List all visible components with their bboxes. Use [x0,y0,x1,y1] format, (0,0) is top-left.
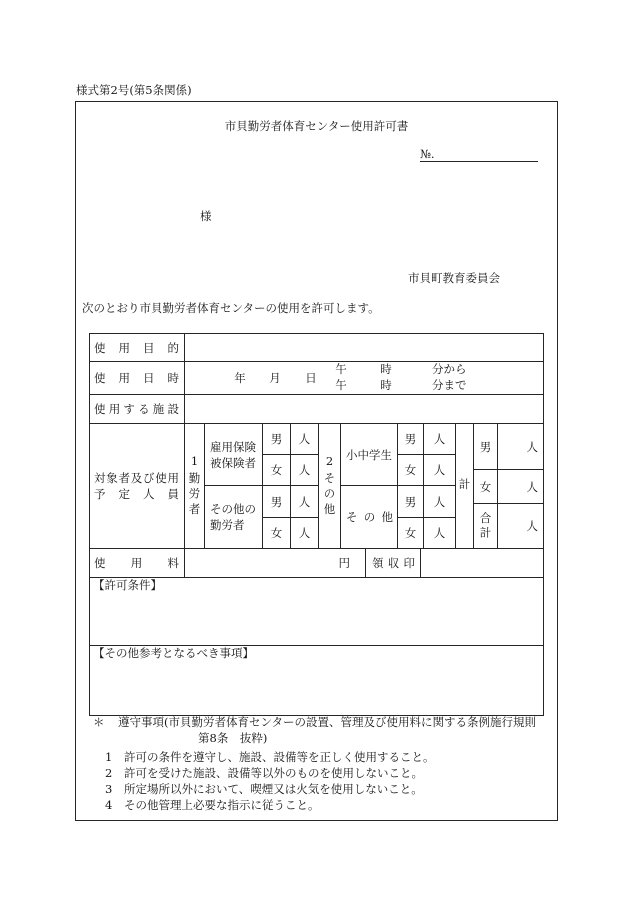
purpose-value-cell [184,333,544,362]
permit-number-field [420,147,538,162]
other-people-male-count-cell [423,485,456,518]
remarks-cell [89,645,544,716]
grand-total-label-cell [473,503,498,549]
students-female-count-cell [423,454,456,486]
attendees-label-line2: 予 定 人 員 [94,487,179,501]
person-unit: 人 [526,519,538,533]
total-female-label-cell [473,469,498,504]
facility-label: 使用する施設 [94,402,179,416]
other-people-female-count-cell [423,517,456,549]
start-minute-label: 分から [432,362,467,376]
grand-total-label: 合計 [478,511,493,541]
male-label: 男 [270,432,283,446]
other-workers-line2: 勤労者 [210,518,245,532]
note-item-text: 所定場所以外において、喫煙又は火気を使用しないこと。 [124,782,423,796]
note-item-text: 許可の条件を遵守し、施設、設備等を正しく使用すること。 [124,750,435,764]
insured-line2: 被保険者 [210,455,256,470]
other-workers-male-label-cell [262,485,291,518]
workers-group-label: 1勤労者 [187,453,202,519]
other-workers-line1: その他の [210,502,256,516]
date-year-label: 年 [234,371,246,385]
insured-workers-cell [204,423,263,486]
insured-male-count-cell [290,423,319,455]
person-unit: 人 [433,494,446,509]
facility-value-cell [184,394,544,424]
students-cell [340,423,398,486]
students-female-label-cell [397,454,424,486]
facility-label-cell [89,394,185,424]
issuer-name: 市貝町教育委員会 [408,271,500,285]
other-people-cell [340,485,398,549]
other-people-female-label-cell [397,517,424,549]
insured-male-label-cell [262,423,291,455]
note-item-number: 1 [105,750,113,764]
conditions-cell [89,577,544,646]
insured-line1: 雇用保険 [210,439,256,454]
students-male-count-cell [423,423,456,455]
person-unit: 人 [526,439,538,454]
person-unit: 人 [298,432,311,446]
total-group-cell [455,423,474,549]
date-month-label: 月 [269,371,281,385]
datetime-label-cell [89,361,185,395]
receipt-stamp-label: 領 収 印 [372,556,415,570]
students-male-label-cell [397,423,424,455]
person-unit: 人 [298,526,311,540]
note-item-text: その他管理上必要な指示に従うこと。 [124,798,320,812]
students-label: 小中学生 [346,447,392,462]
insured-female-count-cell [290,454,319,486]
notes-heading-line1: 遵守事項(市貝勤労者体育センターの設置、管理及び使用料に関する条例施行規則 [118,715,537,729]
fee-label: 使 用 料 [94,556,179,570]
male-label: 男 [404,494,417,509]
person-unit: 人 [433,432,446,446]
end-hour-label: 時 [380,378,392,392]
female-label: 女 [479,479,492,494]
insured-female-label-cell [262,454,291,486]
note-item-number: 2 [105,766,113,780]
other-people-label: そ の 他 [346,510,393,524]
purpose-label: 使 用 目 的 [94,340,179,355]
total-group-label: 計 [457,478,472,494]
note-item-text: 許可を受けた施設、設備等以外のものを使用しないこと。 [124,766,423,780]
document-title: 市貝勤労者体育センター使用許可書 [224,119,409,133]
form-number: 様式第2号(第5条関係) [76,83,192,97]
receipt-stamp-label-cell [365,548,421,578]
start-period-label: 午 [335,362,347,376]
female-label: 女 [404,526,417,540]
workers-group-cell [184,423,205,549]
intro-text: 次のとおり市貝勤労者体育センターの使用を許可します。 [82,301,380,315]
male-label: 男 [404,432,417,446]
start-hour-label: 時 [380,362,392,376]
datetime-value-cell [184,361,544,395]
female-label: 女 [404,463,417,477]
end-period-label: 午 [335,378,347,392]
female-label: 女 [270,463,283,477]
fee-value-cell [184,548,366,578]
other-workers-female-count-cell [290,517,319,549]
fee-unit: 円 [338,556,350,570]
total-male-count-cell [497,423,544,470]
notes-heading-line2: 第8条 抜粋) [198,731,268,745]
male-label: 男 [479,439,492,454]
datetime-label: 使 用 日 時 [94,371,179,385]
receipt-stamp-cell [420,548,544,578]
date-day-label: 日 [305,371,317,385]
person-unit: 人 [433,463,446,477]
person-unit: 人 [298,494,311,509]
other-people-male-label-cell [397,485,424,518]
notes-marker: ＊ [93,715,105,729]
other-workers-cell [204,485,263,549]
attendees-label-line1: 対象者及び使用 [94,471,179,485]
total-female-count-cell [497,469,544,504]
grand-total-count-cell [497,503,544,549]
total-male-label-cell [473,423,498,470]
others-group-label: 2その他 [322,453,337,519]
end-minute-label: 分まで [432,378,467,392]
fee-label-cell [89,548,185,578]
person-unit: 人 [526,479,538,494]
others-group-cell [318,423,341,549]
person-unit: 人 [298,463,311,477]
female-label: 女 [270,526,283,540]
note-item-number: 3 [105,782,113,796]
attendees-label-cell [89,423,185,549]
other-workers-male-count-cell [290,485,319,518]
note-item-number: 4 [105,798,113,812]
other-workers-female-label-cell [262,517,291,549]
remarks-label: 【その他参考となるべき事項】 [93,646,254,660]
male-label: 男 [270,494,283,509]
purpose-label-cell [89,333,185,362]
addressee-honorific: 様 [200,209,212,223]
conditions-label: 【許可条件】 [93,578,162,592]
person-unit: 人 [433,526,446,540]
permit-number-label: №. [420,147,435,161]
